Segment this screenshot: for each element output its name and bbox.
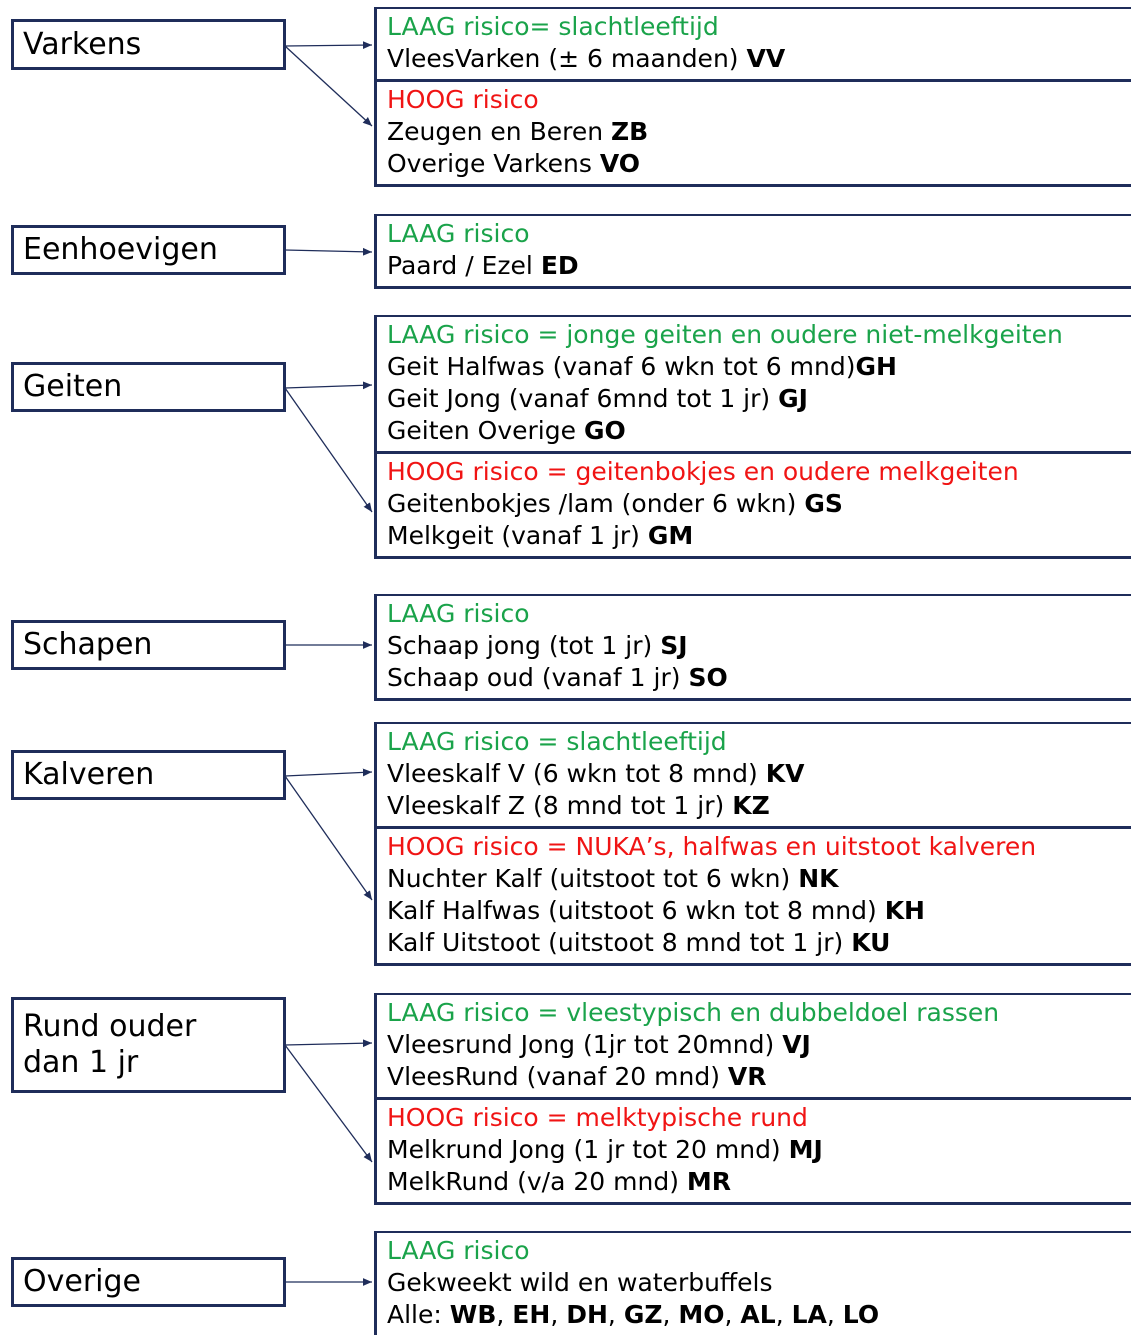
list-item: Schaap oud (vanaf 1 jr) SO: [387, 663, 728, 692]
code-label: VJ: [782, 1030, 811, 1059]
code-label: WB: [449, 1300, 497, 1329]
low-risk-section: [377, 1233, 1131, 1335]
list-item: Overige Varkens VO: [387, 149, 640, 178]
low-risk-header: LAAG risico = slachtleeftijd: [387, 727, 727, 756]
code-label: GS: [804, 489, 843, 518]
list-item: VleesRund (vanaf 20 mnd) VR: [387, 1062, 767, 1091]
code-label: EH: [512, 1300, 551, 1329]
low-risk-header: LAAG risico: [387, 1236, 530, 1265]
arrow-geiten-low: [285, 385, 372, 388]
list-item: Vleeskalf V (6 wkn tot 8 mnd) KV: [387, 759, 805, 788]
low-risk-section: [377, 317, 1131, 454]
list-item: Geiten Overige GO: [387, 416, 626, 445]
high-risk-section: [377, 454, 1131, 559]
code-label: LA: [791, 1300, 827, 1329]
list-item: Melkrund Jong (1 jr tot 20 mnd) MJ: [387, 1135, 823, 1164]
arrow-eenhoevigen-low: [285, 250, 372, 252]
code-list: WB, EH, DH, GZ, MO, AL, LA, LO: [449, 1300, 880, 1329]
list-item: Alle: WB, EH, DH, GZ, MO, AL, LA, LO: [387, 1300, 880, 1329]
code-label: KZ: [732, 791, 770, 820]
list-item: Geit Jong (vanaf 6mnd tot 1 jr) GJ: [387, 384, 808, 413]
high-risk-header: HOOG risico = geitenbokjes en oudere melkgeiten: [387, 457, 1019, 486]
low-risk-section: [377, 9, 1131, 82]
list-item: Vleeskalf Z (8 mnd tot 1 jr) KZ: [387, 791, 770, 820]
code-label: VO: [599, 149, 640, 178]
code-label: GM: [647, 521, 694, 550]
category-rund: Rund ouder dan 1 jr: [11, 997, 286, 1093]
list-item: Melkgeit (vanaf 1 jr) GM: [387, 521, 694, 550]
risk-box-varkens: [374, 7, 1131, 187]
risk-box-rund: [374, 993, 1131, 1205]
arrow-varkens-low: [285, 45, 372, 46]
low-risk-header: LAAG risico = jonge geiten en oudere niet-melkgeiten: [387, 320, 1063, 349]
low-risk-section: [377, 724, 1131, 829]
category-varkens: Varkens: [11, 19, 286, 70]
low-risk-header: LAAG risico= slachtleeftijd: [387, 12, 719, 41]
code-label: VV: [746, 44, 786, 73]
high-risk-section: [377, 1100, 1131, 1205]
category-overige: Overige: [11, 1257, 286, 1307]
low-risk-header: LAAG risico: [387, 219, 530, 248]
risk-box-eenhoevigen: [374, 214, 1131, 289]
category-eenhoevigen: Eenhoevigen: [11, 225, 286, 275]
list-item: Geitenbokjes /lam (onder 6 wkn) GS: [387, 489, 843, 518]
risk-box-kalveren: [374, 722, 1131, 966]
list-item: Geit Halfwas (vanaf 6 wkn tot 6 mnd)GH: [387, 352, 897, 381]
high-risk-header: HOOG risico = NUKA’s, halfwas en uitstoot kalveren: [387, 832, 1037, 861]
risk-box-geiten: [374, 315, 1131, 559]
code-label: MR: [686, 1167, 732, 1196]
list-item: Zeugen en Beren ZB: [387, 117, 649, 146]
list-item: Nuchter Kalf (uitstoot tot 6 wkn) NK: [387, 864, 839, 893]
code-label: AL: [740, 1300, 776, 1329]
low-risk-section: [377, 995, 1131, 1100]
high-risk-header: HOOG risico = melktypische rund: [387, 1103, 808, 1132]
arrow-geiten-high: [285, 388, 372, 512]
low-risk-section: [377, 596, 1131, 698]
risk-box-schapen: [374, 594, 1131, 701]
code-label: GO: [583, 416, 626, 445]
code-label: LO: [842, 1300, 880, 1329]
code-label: SO: [688, 663, 728, 692]
low-risk-header: LAAG risico: [387, 599, 530, 628]
code-label: GZ: [623, 1300, 663, 1329]
code-label: DH: [566, 1300, 608, 1329]
code-label: VR: [727, 1062, 767, 1091]
code-label: ZB: [611, 117, 649, 146]
high-risk-header: HOOG risico: [387, 85, 539, 114]
list-item: Gekweekt wild en waterbuffels: [387, 1268, 773, 1297]
high-risk-section: [377, 82, 1131, 187]
list-item: Vleesrund Jong (1jr tot 20mnd) VJ: [387, 1030, 811, 1059]
code-label: NK: [798, 864, 839, 893]
low-risk-header: LAAG risico = vleestypisch en dubbeldoel rassen: [387, 998, 1000, 1027]
arrow-rund-high: [285, 1045, 372, 1162]
category-kalveren: Kalveren: [11, 750, 286, 800]
list-item: VleesVarken (± 6 maanden) VV: [387, 44, 786, 73]
list-item: MelkRund (v/a 20 mnd) MR: [387, 1167, 732, 1196]
list-item: Kalf Halfwas (uitstoot 6 wkn tot 8 mnd) KH: [387, 896, 925, 925]
list-item: Kalf Uitstoot (uitstoot 8 mnd tot 1 jr) KU: [387, 928, 891, 957]
code-label: KU: [851, 928, 891, 957]
category-schapen: Schapen: [11, 620, 286, 670]
list-item: Schaap jong (tot 1 jr) SJ: [387, 631, 688, 660]
low-risk-section: [377, 216, 1131, 286]
list-item: Paard / Ezel ED: [387, 251, 579, 280]
code-label: KV: [765, 759, 805, 788]
code-label: SJ: [660, 631, 688, 660]
arrow-kalveren-high: [285, 776, 372, 900]
high-risk-section: [377, 829, 1131, 966]
risk-box-overige: [374, 1231, 1131, 1335]
code-label: KH: [884, 896, 925, 925]
code-label: GH: [855, 352, 897, 381]
code-label: MJ: [788, 1135, 823, 1164]
code-label: GJ: [778, 384, 808, 413]
arrow-varkens-high: [285, 46, 372, 126]
arrow-kalveren-low: [285, 772, 372, 776]
code-label: ED: [540, 251, 579, 280]
category-geiten: Geiten: [11, 362, 286, 412]
code-label: MO: [678, 1300, 725, 1329]
arrow-rund-low: [285, 1043, 372, 1045]
